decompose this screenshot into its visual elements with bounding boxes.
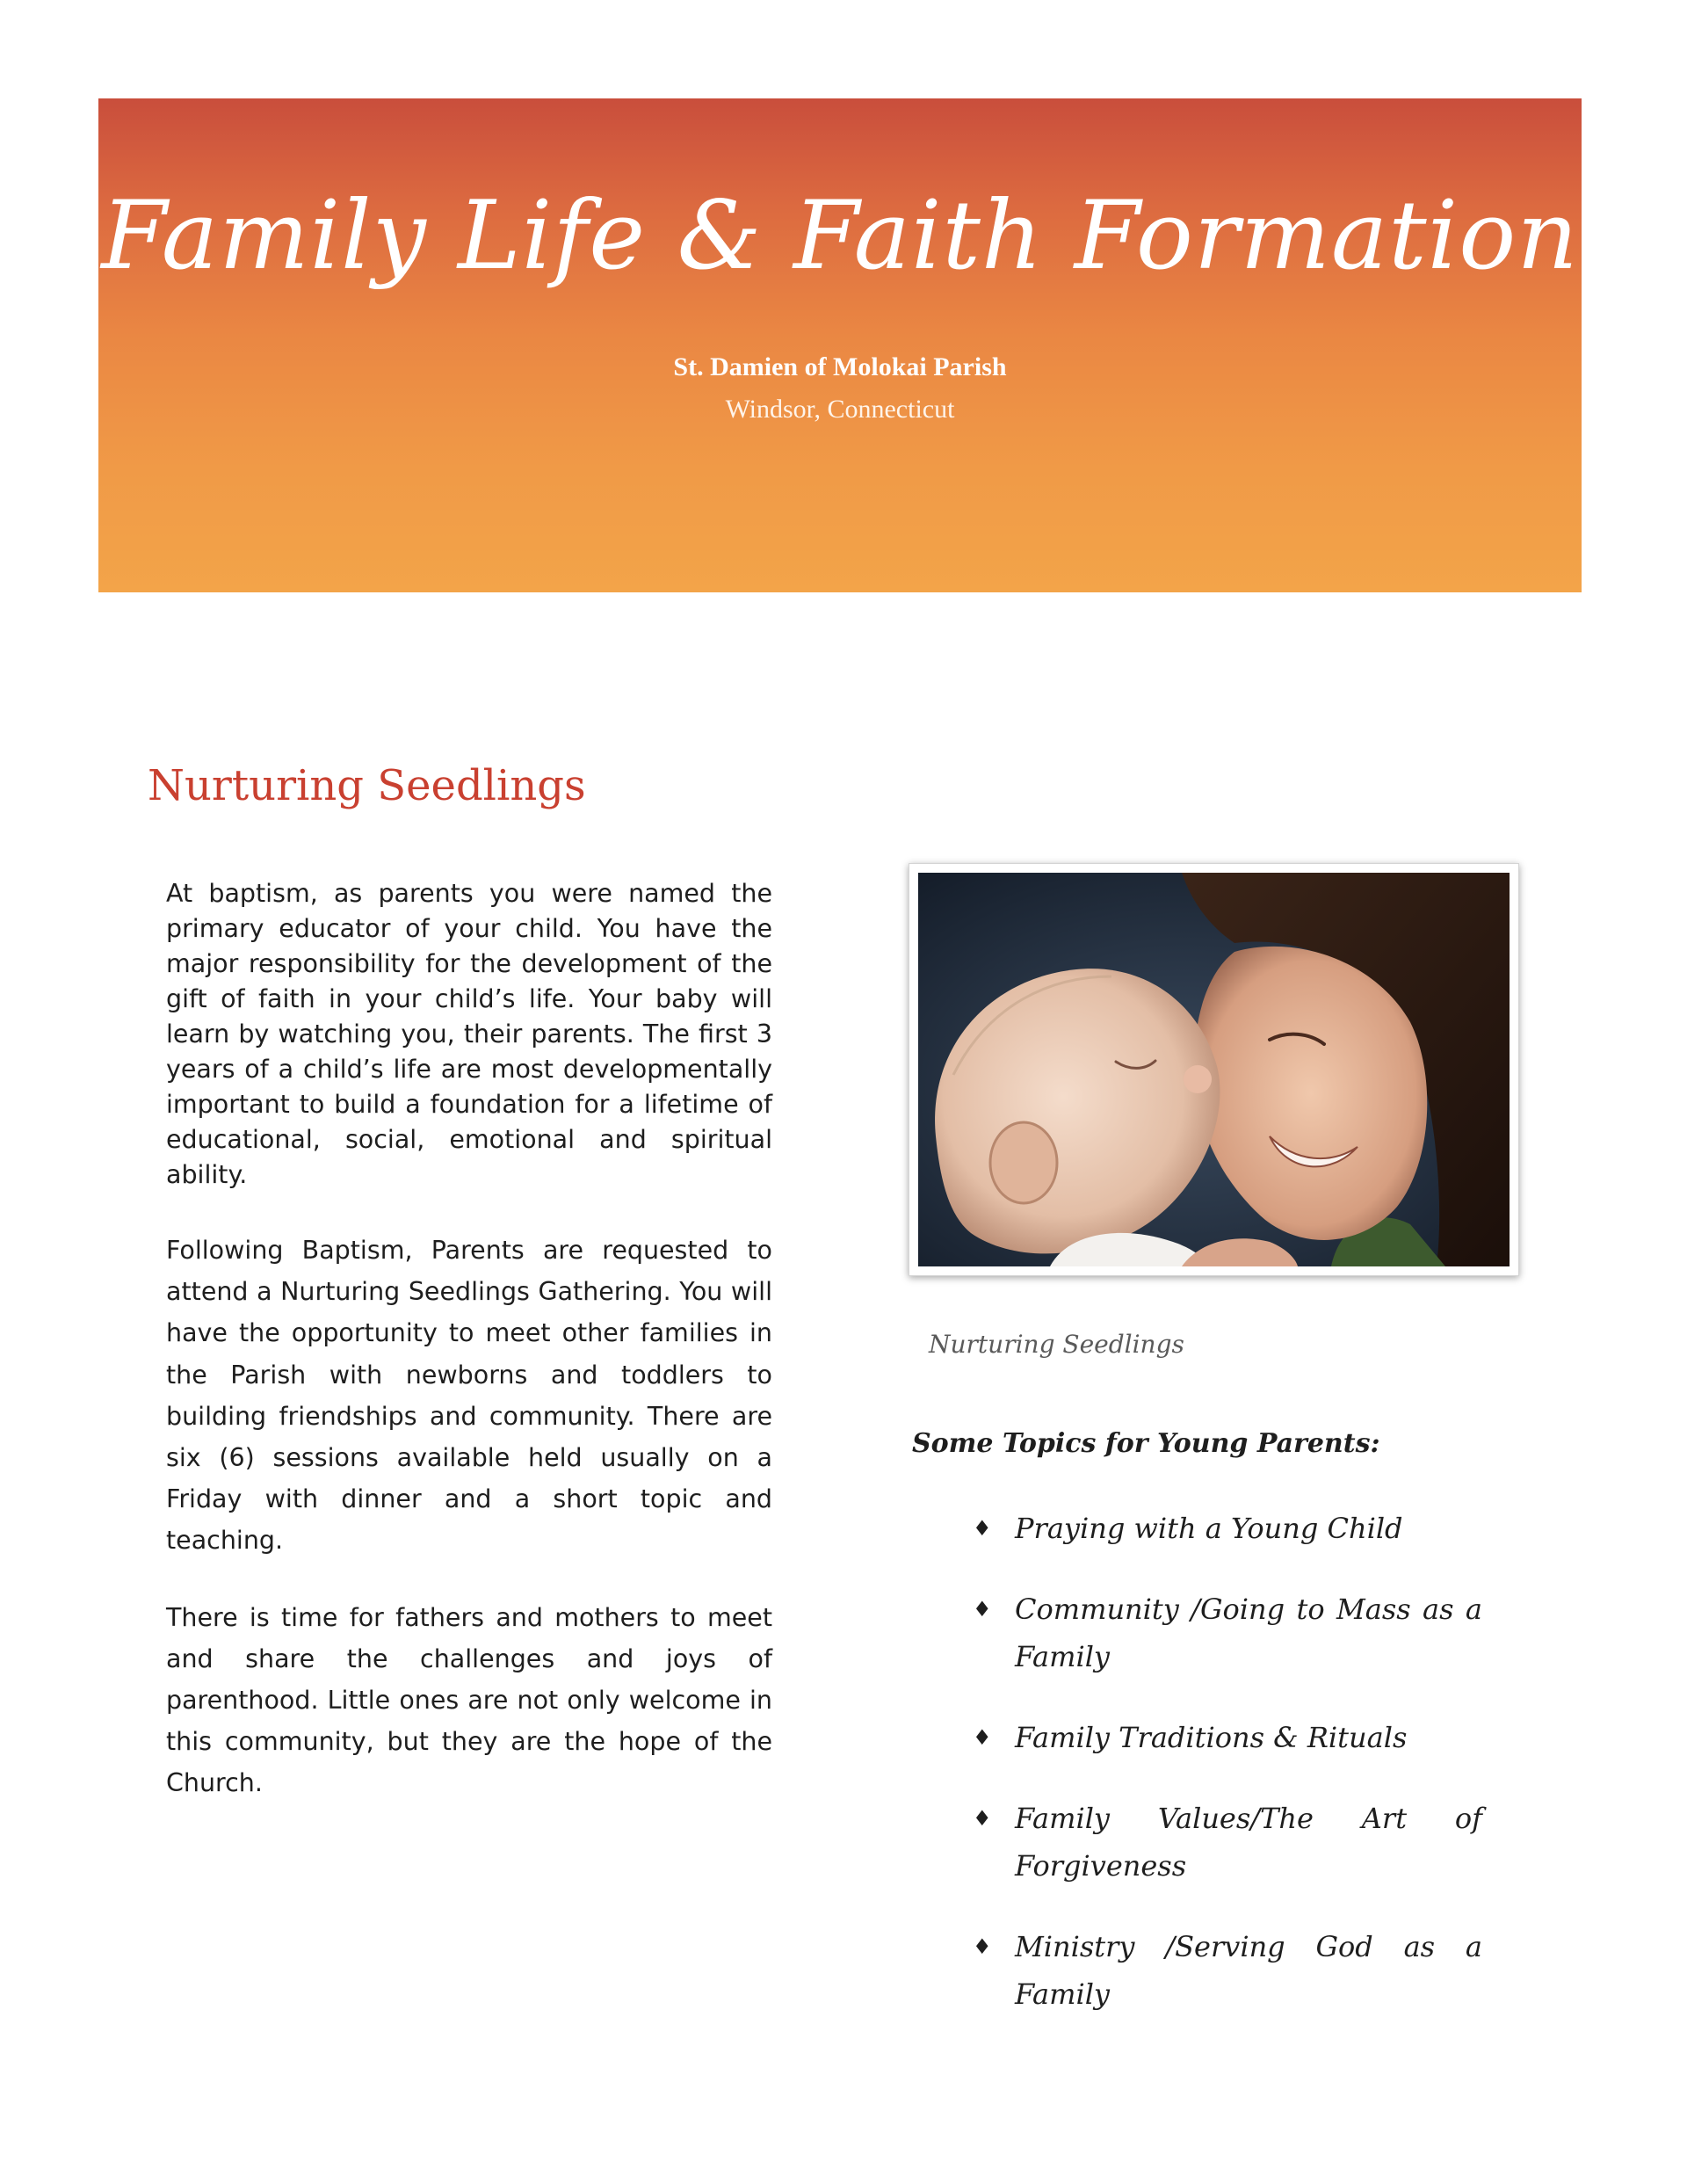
- topic-text: Community /Going to Mass as a Family: [1015, 1593, 1482, 1673]
- list-item: [973, 1795, 1482, 1890]
- diamond-bullet-icon: ♦: [973, 1597, 992, 1622]
- paragraph-community: There is time for fathers and mothers to meet and share the challenges and joys of parenthood. Little ones are not only welcome in this community, but they are the hope of the Church.: [166, 1602, 772, 1798]
- list-item: [973, 1923, 1482, 2018]
- topics-heading: Some Topics for Young Parents:: [912, 1428, 1380, 1459]
- header-banner: [98, 98, 1582, 592]
- parish-location: Windsor, Connecticut: [725, 395, 955, 424]
- page-title: Family Life & Faith Formation: [101, 181, 1579, 291]
- mother-and-baby-photo: [918, 873, 1510, 1266]
- topic-text: Ministry /Serving God as a Family: [1015, 1930, 1482, 2011]
- paragraph-baptism: At baptism, as parents you were named the primary educator of your child. You have the major responsibility for the development of the gift of faith in your child’s life. Your baby will learn by watching you, their parents. The first 3 years of a child’s life are most developmentally important to build a foundation for a lifetime of educational, social, emotional and spiritual ability.: [166, 879, 772, 1189]
- diamond-bullet-icon: ♦: [973, 1806, 992, 1831]
- topics-list: [973, 1505, 1482, 2018]
- paragraph-gathering: Following Baptism, Parents are requested to attend a Nurturing Seedlings Gathering. You will have the opportunity to meet other families in the Parish with newborns and toddlers to building friendships and community. There are six (6) sessions available held usually on a Friday with dinner and a short topic and teaching.: [166, 1236, 772, 1556]
- photo-caption: Nurturing Seedlings: [929, 1330, 1184, 1359]
- diamond-bullet-icon: ♦: [973, 1725, 992, 1750]
- topic-text: Family Values/The Art of Forgiveness: [1015, 1802, 1482, 1883]
- photo-frame: [909, 863, 1519, 1276]
- section-heading: Nurturing Seedlings: [148, 761, 586, 810]
- diamond-bullet-icon: ♦: [973, 1516, 992, 1541]
- parish-name: St. Damien of Molokai Parish: [673, 352, 1007, 381]
- list-item: [973, 1505, 1482, 1552]
- list-item: [973, 1714, 1482, 1761]
- topic-text: Family Traditions & Rituals: [1015, 1721, 1408, 1754]
- list-item: [973, 1585, 1482, 1680]
- article-body: [166, 876, 772, 1804]
- diamond-bullet-icon: ♦: [973, 1934, 992, 1959]
- topic-text: Praying with a Young Child: [1015, 1512, 1403, 1545]
